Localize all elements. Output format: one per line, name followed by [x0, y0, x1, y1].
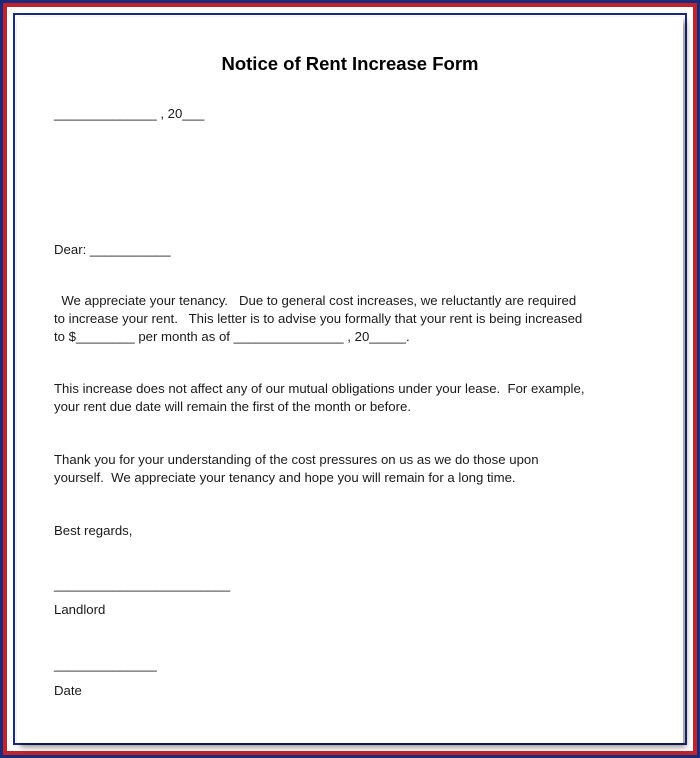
paragraph-line: to $________ per month as of _______________ , 20_____.	[54, 329, 410, 344]
paragraph-line: to increase your rent. This letter is to advise you formally that your rent is being increased	[54, 311, 583, 326]
paragraph-line: your rent due date will remain the first of the month or before.	[54, 399, 411, 414]
paragraph-line: yourself. We appreciate your tenancy and hope you will remain for a long time.	[54, 470, 516, 485]
document-title: Notice of Rent Increase Form	[221, 53, 479, 74]
landlord-signature-line: ________________________	[54, 577, 231, 592]
date-label: Date	[54, 683, 82, 698]
landlord-label: Landlord	[54, 602, 106, 617]
date-signature-line: ______________	[54, 657, 157, 672]
document-page	[17, 17, 683, 743]
date-line: ______________ , 20___	[54, 106, 205, 121]
paragraph-line: We appreciate your tenancy. Due to general cost increases, we reluctantly are required	[54, 293, 577, 308]
closing: Best regards,	[54, 523, 133, 538]
salutation: Dear: ___________	[54, 242, 171, 257]
paragraph-line: Thank you for your understanding of the cost pressures on us as we do those upon	[54, 452, 539, 467]
paragraph-line: This increase does not affect any of our mutual obligations under your lease. For example,	[54, 381, 585, 396]
